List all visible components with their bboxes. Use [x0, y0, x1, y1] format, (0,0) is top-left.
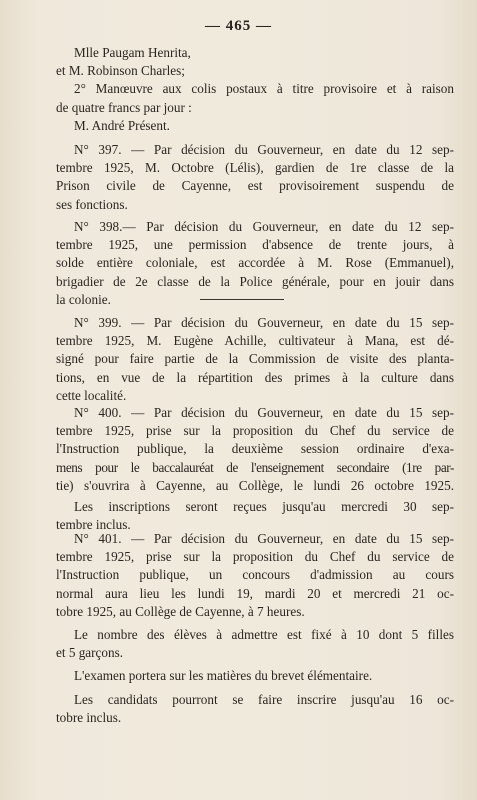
paragraph-line: signé pour faire partie de la Commission de visite des planta-	[56, 351, 454, 367]
intro-line: de quatre francs par jour :	[56, 99, 192, 115]
paragraph-line: N° 397. — Par décision du Gouverneur, en date du 12 sep-	[74, 142, 454, 157]
decision-398	[56, 218, 454, 309]
paragraph-line: l'Instruction publique, un concours d'admission au cours	[56, 567, 454, 583]
paragraph-line: Le nombre des élèves à admettre est fixé à 10 dont 5 filles	[74, 627, 454, 643]
decision-399	[56, 314, 454, 405]
paragraph-line: tembre 1925, M. Eugène Achille, cultivateur à Mana, est dé-	[56, 333, 454, 349]
intro-line: M. André Présent.	[74, 117, 170, 133]
paragraph-line: tie) s'ouvrira à Cayenne, au Collège, le lundi 26 octobre 1925.	[56, 477, 454, 493]
paragraph-line: tembre 1925, une permission d'absence de trente jours, à	[56, 237, 454, 253]
intro-line: et M. Robinson Charles;	[56, 63, 185, 79]
paragraph-line: tobre 1925, au Collège de Cayenne, à 7 heures.	[56, 603, 305, 619]
intro-line: Mlle Paugam Henrita,	[74, 45, 191, 60]
intro-block	[56, 44, 454, 135]
paragraph-line: N° 399. — Par décision du Gouverneur, en date du 15 sep-	[74, 315, 454, 330]
paragraph-line: tembre 1925, prise sur la proposition du Chef du service de	[56, 549, 454, 565]
paragraph-line: cette localité.	[56, 387, 127, 403]
paragraph-line: l'Instruction publique, la deuxième session ordinaire d'exa-	[56, 441, 454, 457]
paragraph-line: L'examen portera sur les matières du brevet élémentaire.	[74, 668, 373, 684]
paragraph-line: la colonie.	[56, 291, 111, 307]
paragraph-line: N° 401. — Par décision du Gouverneur, en date du 15 sep-	[74, 531, 454, 546]
paragraph-line: Les inscriptions seront reçues jusqu'au mercredi 30 sep-	[74, 499, 454, 515]
paragraph-line: tions, en vue de la répartition des primes à la culture dans	[56, 369, 454, 385]
paragraph-line: N° 398.— Par décision du Gouverneur, en date du 12 sep-	[74, 219, 454, 234]
paragraph-line: mens pour le baccalauréat de l'enseignement secondaire (1re par-	[56, 459, 454, 475]
paragraph-line: N° 400. — Par décision du Gouverneur, en date du 15 sep-	[74, 405, 454, 420]
paragraph-line: tembre 1925, prise sur la proposition du Chef du service de	[56, 423, 454, 439]
paragraph-line: tembre 1925, M. Octobre (Lélis), gardien de 1re classe de la	[56, 160, 454, 176]
paragraph-line: solde entière coloniale, est accordée à M. Rose (Emmanuel),	[56, 255, 454, 271]
intro-line: 2° Manœuvre aux colis postaux à titre provisoire et à raison	[74, 81, 454, 97]
decision-401	[56, 530, 454, 727]
decision-397	[56, 141, 454, 214]
section-divider	[200, 299, 284, 300]
paragraph-line: brigadier de 2e classe de la Police générale, pour en jouir dans	[56, 273, 454, 289]
paragraph-line: tembre inclus.	[56, 517, 131, 533]
paragraph-line: Les candidats pourront se faire inscrire jusqu'au 16 oc-	[74, 691, 454, 707]
page-number: — 465 —	[205, 18, 272, 34]
paragraph-line: Prison civile de Cayenne, est provisoirement suspendu de	[56, 178, 454, 194]
paragraph-line: et 5 garçons.	[56, 645, 124, 661]
paragraph-line: ses fonctions.	[56, 196, 128, 212]
decision-400	[56, 404, 454, 534]
paragraph-line: tobre inclus.	[56, 709, 122, 725]
paragraph-line: normal aura lieu les lundi 19, mardi 20 et mercredi 21 oc-	[56, 585, 454, 601]
